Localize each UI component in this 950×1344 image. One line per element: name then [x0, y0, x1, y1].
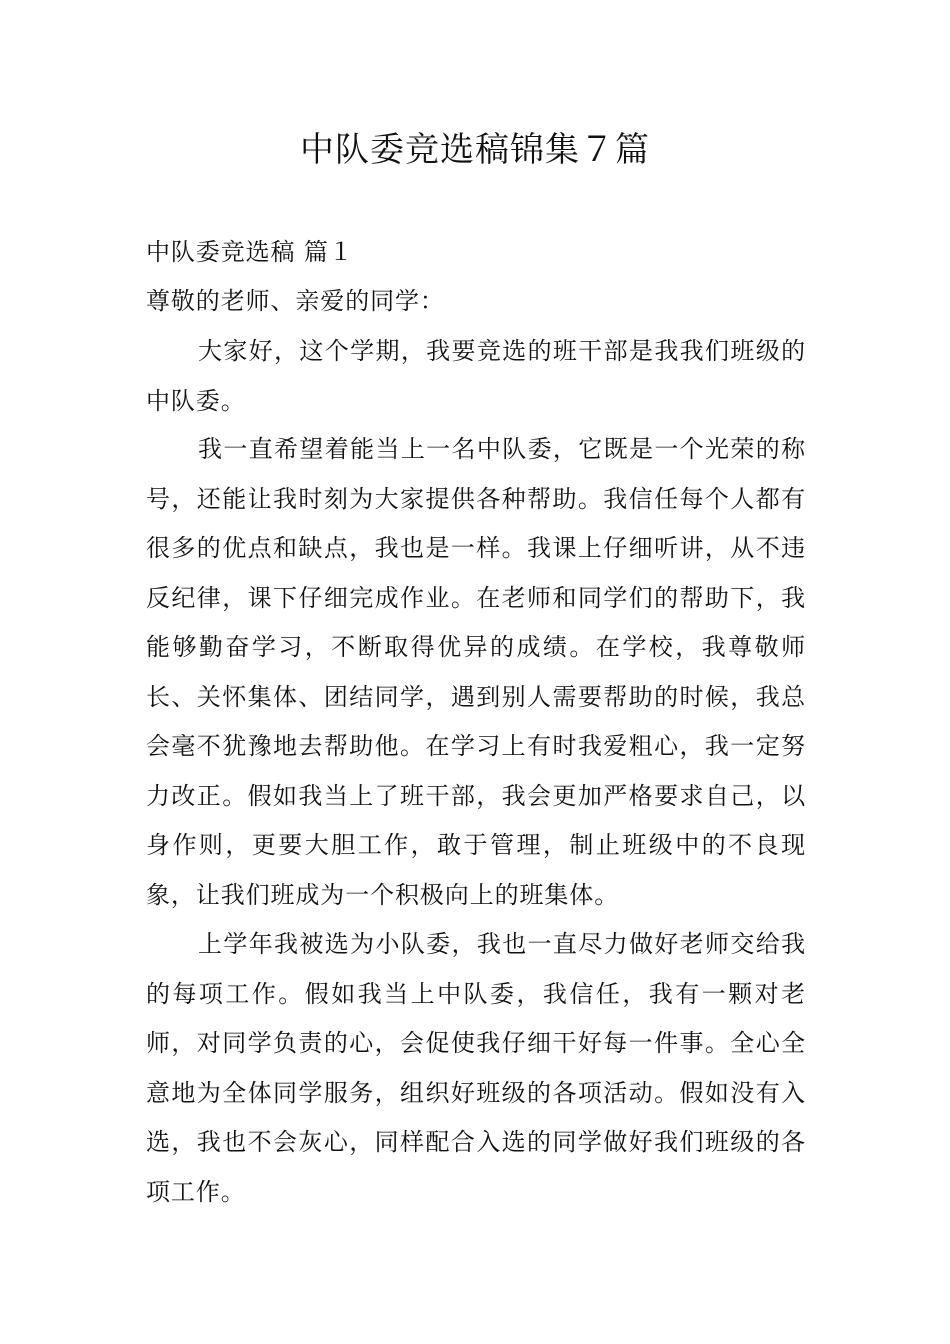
paragraph-2: 我一直希望着能当上一名中队委，它既是一个光荣的称号，还能让我时刻为大家提供各种帮助。我信任每个人都有很多的优点和缺点，我也是一样。我课上仔细听讲，从不违反纪律，课下仔细完成作业。在老师和同学们的帮助下，我能够勤奋学习，不断取得优异的成绩。在学校，我尊敬师长、关怀集体、团结同学，遇到别人需要帮助的时候，我总会毫不犹豫地去帮助他。在学习上有时我爱粗心，我一定努力改正。假如我当上了班干部，我会更加严格要求自己，以身作则，更要大胆工作，敢于管理，制止班级中的不良现象，让我们班成为一个积极向上的班集体。: [146, 435, 806, 909]
paragraph-1: 大家好，这个学期，我要竞选的班干部是我我们班级的中队委。: [146, 337, 806, 415]
greeting-line: 尊敬的老师、亲爱的同学：: [146, 287, 445, 315]
paragraph-3: 上学年我被选为小队委，我也一直尽力做好老师交给我的每项工作。假如我当上中队委，我信任，我有一颗对老师，对同学负责的心，会促使我仔细干好每一件事。全心全意地为全体同学服务，组织好班级的各项活动。假如没有入选，我也不会灰心，同样配合入选的同学做好我们班级的各项工作。: [146, 930, 806, 1206]
document-title: 中队委竞选稿锦集７篇: [300, 130, 650, 170]
section-heading: 中队委竞选稿 篇１: [146, 238, 354, 266]
